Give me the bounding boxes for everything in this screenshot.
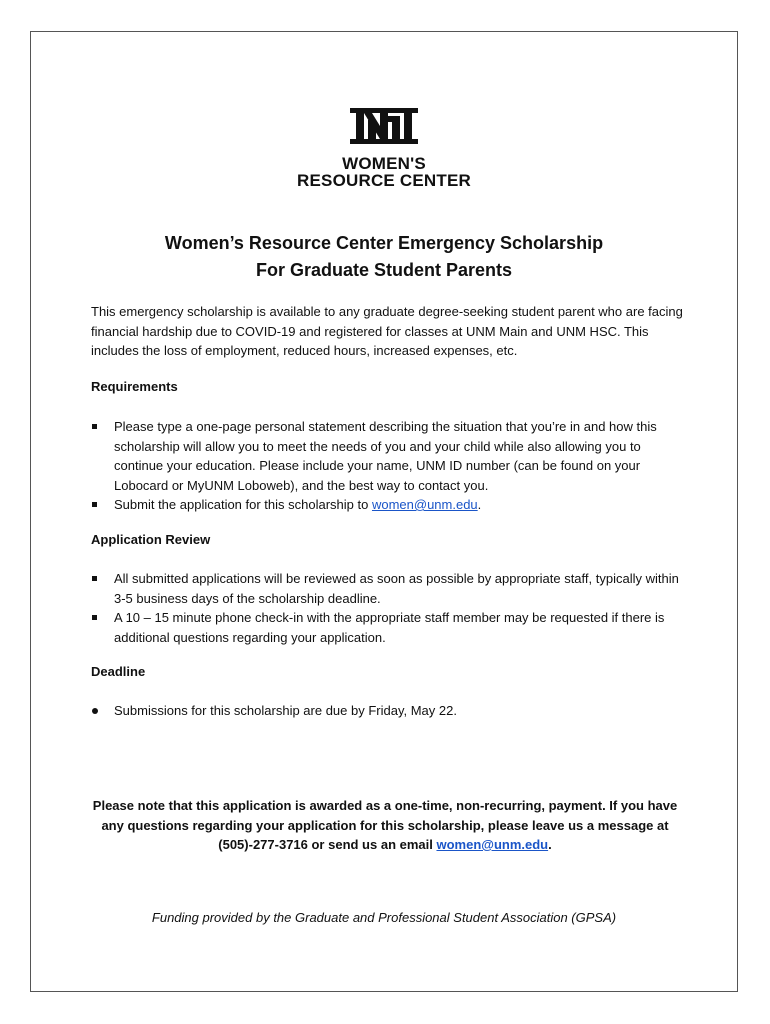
deadline-heading: Deadline	[91, 664, 146, 679]
list-item: Please type a one-page personal statement describing the situation that you’re in and how this scholarship will allow you to meet the needs of you and your child while also allowing you to continue your education. Please include your name, UNM ID number (can be found on your Lobocard or MyUNM Loboweb), and the best way to contact you.	[114, 419, 657, 493]
list-item: All submitted applications will be reviewed as soon as possible by appropriate staff, typically within 3-5 business days of the scholarship deadline.	[114, 571, 679, 606]
intro-paragraph: This emergency scholarship is available to any graduate degree-seeking student parent who are facing financial hardship due to COVID-19 and registered for classes at UNM Main and UNM HSC. This includes the loss of employment, reduced hours, increased expenses, etc.	[91, 304, 683, 358]
logo-line-2: RESOURCE CENTER	[297, 171, 471, 190]
list-item: A 10 – 15 minute phone check-in with the appropriate staff member may be requested if there is additional questions regarding your application.	[114, 610, 665, 645]
title-line-2: For Graduate Student Parents	[255, 260, 513, 280]
list-item: Submit the application for this scholarship to women@unm.edu.	[114, 497, 482, 512]
review-list	[91, 569, 691, 647]
funding-credit: Funding provided by the Graduate and Professional Student Association (GPSA)	[151, 910, 617, 925]
email-link[interactable]: women@unm.edu	[371, 497, 478, 512]
requirements-heading: Requirements	[91, 379, 178, 394]
email-link[interactable]: women@unm.edu	[436, 837, 549, 852]
document-page	[30, 31, 738, 992]
wrc-logo	[31, 104, 737, 189]
title-line-1: Women’s Resource Center Emergency Scholarship	[164, 233, 604, 253]
document-title	[31, 230, 737, 284]
closing-note: Please note that this application is awarded as a one-time, non-recurring, payment. If you have any questions regarding your application for this scholarship, please leave us a message at (505)-277-3716 or send us an email women@unm.edu.	[92, 798, 678, 852]
review-heading: Application Review	[91, 532, 211, 547]
deadline-list	[91, 701, 691, 721]
logo-line-1: WOMEN'S	[342, 154, 426, 173]
unm-logo-icon	[348, 104, 420, 148]
requirements-list	[91, 417, 691, 515]
list-item: Submissions for this scholarship are due by Friday, May 22.	[114, 703, 457, 718]
